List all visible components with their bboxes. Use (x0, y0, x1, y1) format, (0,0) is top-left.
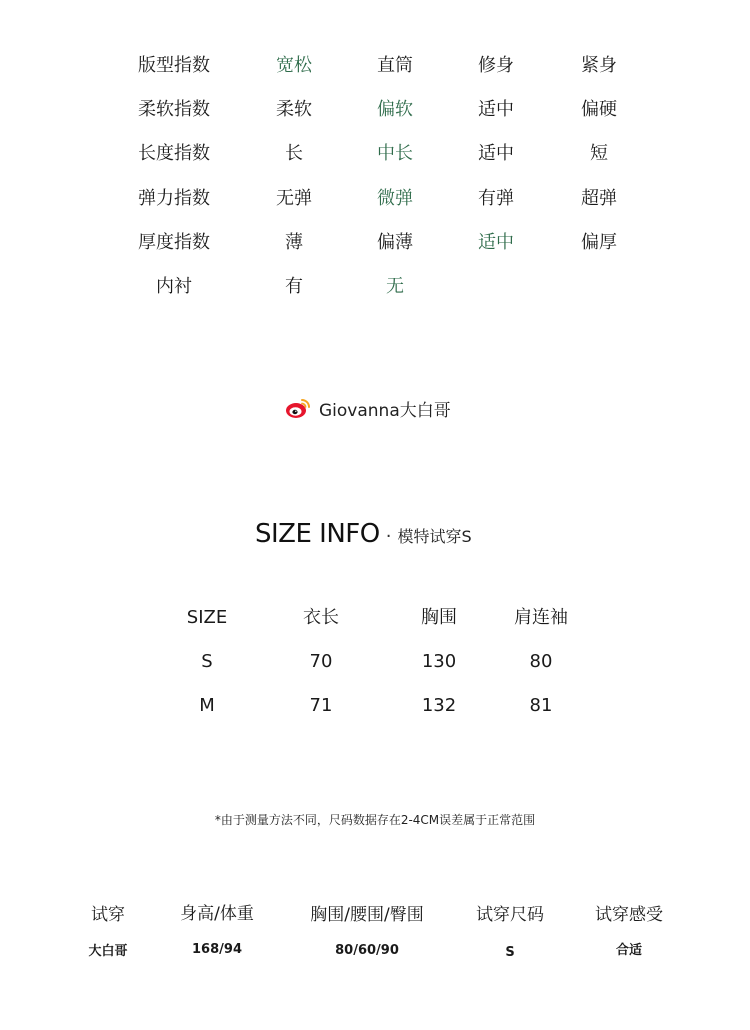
fit-option: 紧身 (581, 55, 617, 76)
size-header: 衣长 (303, 607, 339, 628)
fit-row-label: 弹力指数 (138, 188, 210, 209)
weibo-name: Giovanna大白哥 (319, 400, 451, 421)
fit-option: 偏薄 (377, 232, 413, 253)
fit-option: 超弹 (581, 188, 617, 209)
fit-row-lining (0, 276, 750, 298)
size-info-title (255, 519, 472, 549)
try-on-value: 80/60/90 (335, 943, 399, 958)
fit-row-label: 长度指数 (138, 143, 210, 164)
fit-option: 薄 (285, 232, 303, 253)
try-on-value: 168/94 (192, 942, 242, 957)
fit-option-selected: 偏软 (377, 99, 413, 120)
fit-option: 有 (285, 276, 303, 297)
fit-option: 偏硬 (581, 99, 617, 120)
fit-option: 短 (590, 143, 608, 164)
size-header: 肩连袖 (514, 607, 568, 628)
fit-option-selected: 微弹 (377, 188, 413, 209)
fit-option: 适中 (478, 143, 514, 164)
weibo-handle (285, 396, 451, 420)
fit-option: 有弹 (478, 188, 514, 209)
size-cell: 70 (309, 651, 333, 672)
fit-option: 无弹 (276, 188, 312, 209)
size-cell: 81 (529, 695, 553, 716)
fit-option-selected: 宽松 (276, 55, 312, 76)
try-on-value: 合适 (615, 943, 643, 958)
try-on-header: 试穿感受 (595, 905, 663, 925)
fit-row-label: 柔软指数 (138, 99, 210, 120)
fit-row-elasticity (0, 188, 750, 210)
try-on-header: 试穿 (91, 905, 125, 925)
fit-option: 适中 (478, 99, 514, 120)
size-info-heading: SIZE INFO (255, 519, 380, 549)
fit-option: 偏厚 (581, 232, 617, 253)
fit-option: 柔软 (276, 99, 312, 120)
try-on-header: 身高/体重 (180, 904, 254, 924)
fit-option: 长 (285, 143, 303, 164)
size-info-subtitle: 模特试穿S (397, 527, 472, 546)
fit-row-length (0, 143, 750, 165)
try-on-value: 大白哥 (88, 944, 128, 959)
fit-row-label: 内衬 (156, 276, 192, 297)
fit-option: 修身 (478, 55, 514, 76)
weibo-icon (285, 397, 311, 419)
fit-option: 直筒 (377, 55, 413, 76)
try-on-value: S (505, 945, 515, 960)
size-header: SIZE (186, 607, 228, 628)
size-header: 胸围 (421, 607, 457, 628)
fit-row-label: 版型指数 (138, 55, 210, 76)
fit-row-style (0, 55, 750, 77)
size-cell: 71 (309, 695, 333, 716)
fit-row-label: 厚度指数 (138, 232, 210, 253)
size-cell: 132 (421, 695, 457, 716)
size-info-separator: · (385, 526, 392, 547)
size-cell: S (201, 651, 213, 672)
fit-option-selected: 适中 (478, 232, 514, 253)
size-cell: M (199, 695, 215, 716)
try-on-header: 试穿尺码 (476, 905, 544, 925)
fit-row-thickness (0, 232, 750, 254)
measurement-note: *由于测量方法不同，尺码数据存在2-4CM误差属于正常范围 (214, 813, 536, 827)
fit-row-softness (0, 99, 750, 121)
try-on-header: 胸围/腰围/臀围 (310, 905, 424, 925)
fit-option-selected: 中长 (377, 143, 413, 164)
size-cell: 130 (421, 651, 457, 672)
size-cell: 80 (529, 651, 553, 672)
fit-option-selected: 无 (386, 276, 404, 297)
